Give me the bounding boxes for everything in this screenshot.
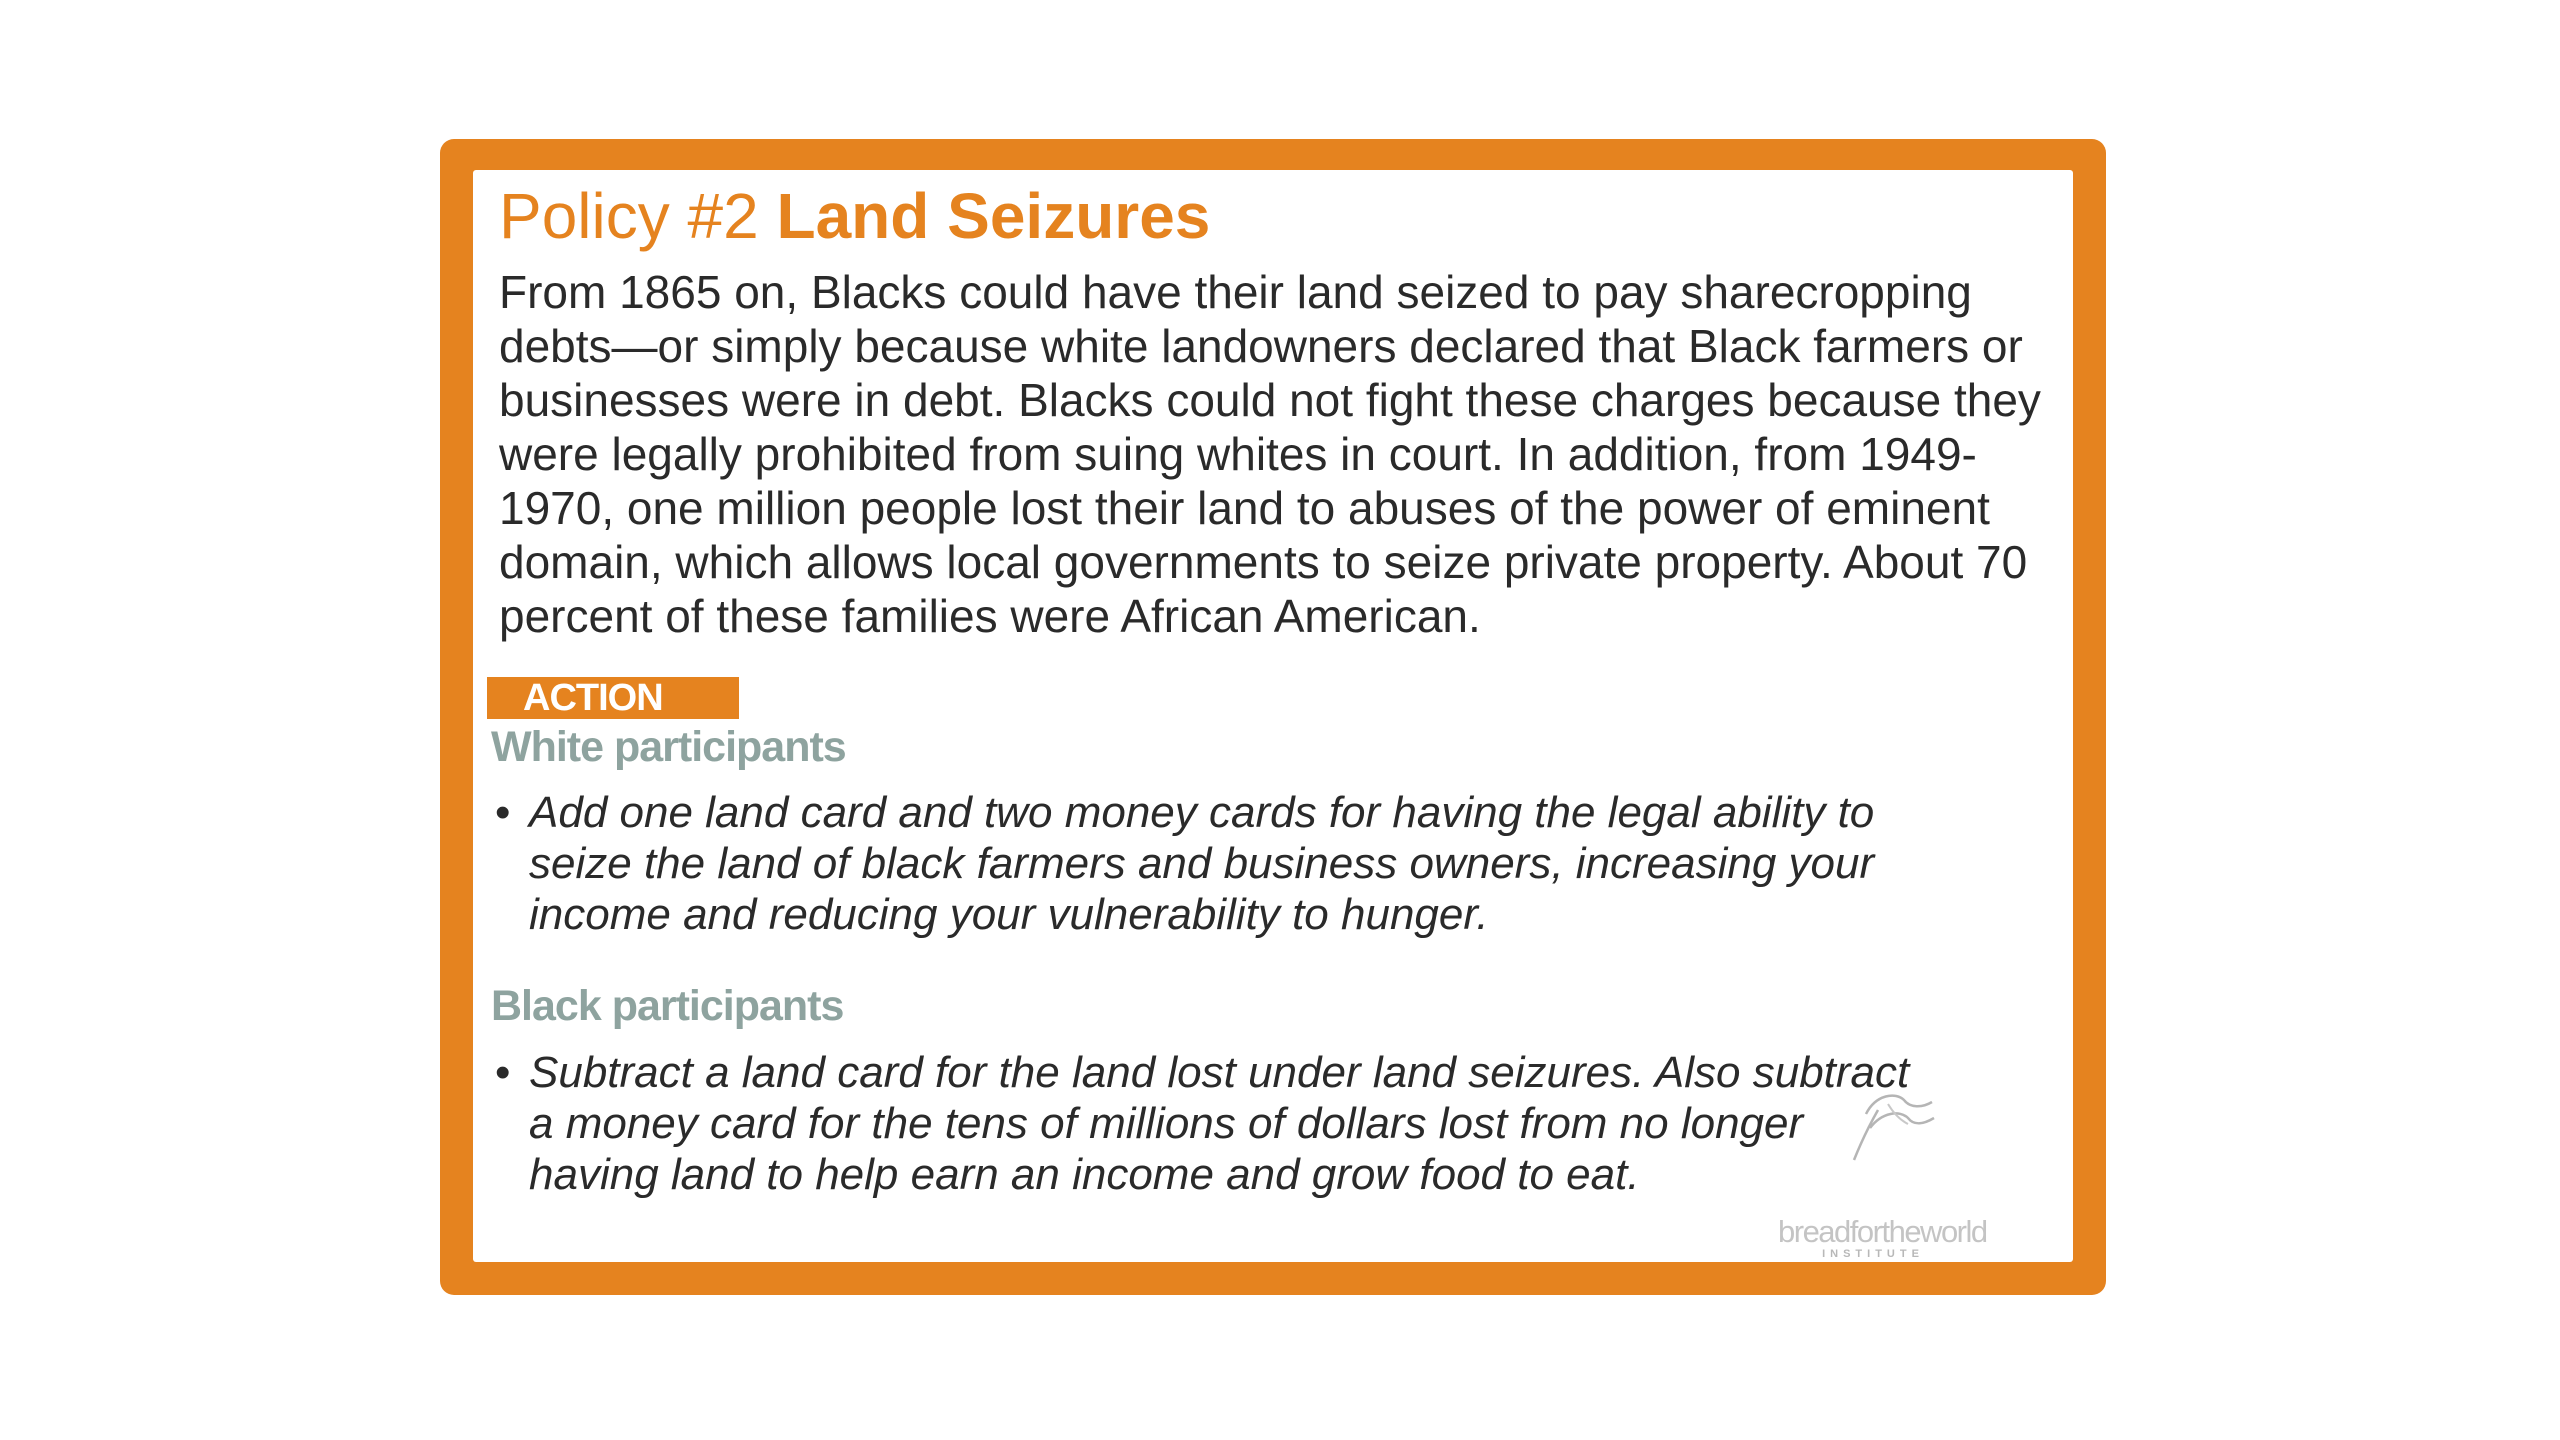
black-participants-list [495, 1047, 1945, 1200]
policy-card-body [473, 170, 2073, 1262]
black-participants-instruction: Subtract a land card for the land lost under land seizures. Also subtract a money card for the tens of millions of dollars lost from no longer having land to help earn an income and grow food to eat. [529, 1048, 1910, 1199]
wheat-flag-icon [1848, 1088, 1938, 1168]
bullet-icon: • [495, 1048, 511, 1097]
logo-subtext: INSTITUTE [1822, 1248, 1924, 1260]
card-title [499, 178, 1210, 255]
bullet-icon: • [495, 788, 511, 837]
white-participants-list [495, 787, 1945, 940]
white-participants-heading: White participants [491, 723, 846, 771]
policy-card [440, 139, 2106, 1295]
white-participants-instruction: Add one land card and two money cards for having the legal ability to seize the land of black farmers and business owners, increasing your income and reducing your vulnerability to hunger. [529, 788, 1875, 939]
action-badge: ACTION [487, 677, 739, 719]
logo-wordmark: breadfortheworld [1778, 1214, 1987, 1249]
bread-for-the-world-logo [1778, 1088, 1987, 1260]
list-item [495, 787, 1945, 940]
policy-name: Land Seizures [776, 180, 1211, 252]
policy-description: From 1865 on, Blacks could have their land seized to pay sharecropping debts—or simply because white landowners declared that Black farmers or businesses were in debt. Blacks could not fight these charges because they were legally prohibited from suing whites in court. In addition, from 1949-1970, one million people lost their land to abuses of the power of eminent domain, which allows local governments to seize private property. About 70 percent of these families were African American. [499, 266, 2041, 642]
policy-number: Policy #2 [499, 180, 759, 252]
black-participants-heading: Black participants [491, 982, 844, 1030]
list-item [495, 1047, 1945, 1200]
